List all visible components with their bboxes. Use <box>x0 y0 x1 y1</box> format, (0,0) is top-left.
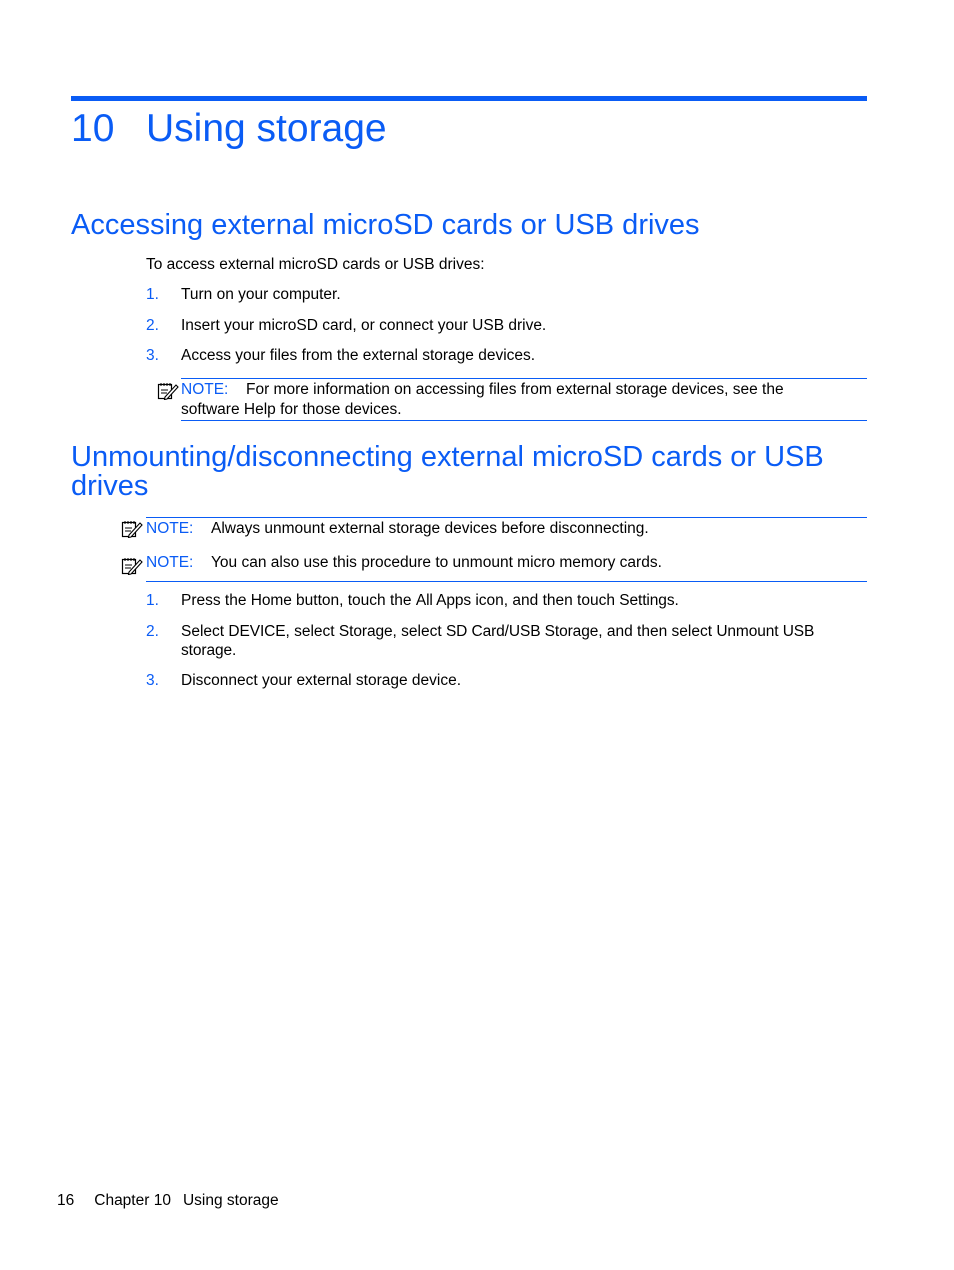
section-intro: To access external microSD cards or USB drives: <box>146 256 485 273</box>
note-line <box>181 380 784 400</box>
note-line <box>146 553 662 573</box>
note-icon <box>121 555 143 575</box>
footer-chapter: Chapter 10 <box>94 1192 171 1209</box>
note-icon <box>121 518 143 538</box>
step-number: 3. <box>146 347 159 364</box>
step-text: Turn on your computer. <box>181 286 341 303</box>
section-heading-line2: drives <box>71 470 149 502</box>
ui-term-sd-card-usb-storage: SD Card/USB Storage <box>445 623 599 640</box>
step-number: 2. <box>146 623 159 640</box>
step-number: 3. <box>146 672 159 689</box>
step-text-part: , select <box>285 623 339 640</box>
note-label: NOTE: <box>146 520 194 537</box>
step-text-part: button, touch the <box>291 592 416 609</box>
step-text: Insert your microSD card, or connect your USB drive. <box>181 317 547 334</box>
section-heading-line1: Unmounting/disconnecting external microSD cards or USB <box>71 441 824 473</box>
note-text: Always unmount external storage devices before disconnecting. <box>211 520 649 537</box>
step-text-part: , and then select <box>598 623 717 640</box>
note-label: NOTE: <box>181 381 229 398</box>
page-footer <box>57 1191 279 1211</box>
note-text-continued: software Help for those devices. <box>181 401 402 418</box>
step-number: 2. <box>146 317 159 334</box>
step-number: 1. <box>146 592 159 609</box>
footer-title: Using storage <box>182 1192 279 1209</box>
step-text <box>181 622 814 642</box>
step-text-part: , select <box>392 623 446 640</box>
ui-term-home: Home <box>250 592 292 609</box>
ui-term-all-apps: All Apps <box>415 592 472 609</box>
ui-term-settings: Settings <box>619 592 675 609</box>
note-text: For more information on accessing files from external storage devices, see the <box>246 381 784 398</box>
step-text-part: Select <box>181 623 229 640</box>
note-top-rule <box>146 517 867 518</box>
note-icon <box>157 380 179 400</box>
chapter-title-text: Using storage <box>146 107 387 150</box>
note-bottom-rule <box>146 581 867 582</box>
note-text: You can also use this procedure to unmount micro memory cards. <box>211 554 662 571</box>
ui-term-storage: Storage <box>338 623 393 640</box>
note-top-rule <box>181 378 867 379</box>
page-number: 16 <box>57 1192 75 1209</box>
step-text-part: icon, and then touch <box>471 592 620 609</box>
step-text <box>181 591 679 611</box>
ui-term-unmount-usb: Unmount USB <box>716 623 815 640</box>
step-text-part: Press the <box>181 592 251 609</box>
step-text: Access your files from the external storage devices. <box>181 347 536 364</box>
step-text: Disconnect your external storage device. <box>181 672 462 689</box>
chapter-title <box>71 104 387 154</box>
section-heading-accessing: Accessing external microSD cards or USB drives <box>71 209 700 241</box>
step-text-continued <box>181 641 236 661</box>
ui-term-device: DEVICE <box>228 623 286 640</box>
chapter-rule <box>71 96 867 101</box>
note-bottom-rule <box>181 420 867 421</box>
step-number: 1. <box>146 286 159 303</box>
step-text-part: . <box>674 592 679 609</box>
step-text-part: . <box>232 642 237 659</box>
note-line <box>146 519 649 539</box>
chapter-number: 10 <box>71 107 115 150</box>
ui-term-storage-continued: storage <box>181 642 232 659</box>
note-label: NOTE: <box>146 554 194 571</box>
section-heading-unmounting <box>71 443 824 501</box>
